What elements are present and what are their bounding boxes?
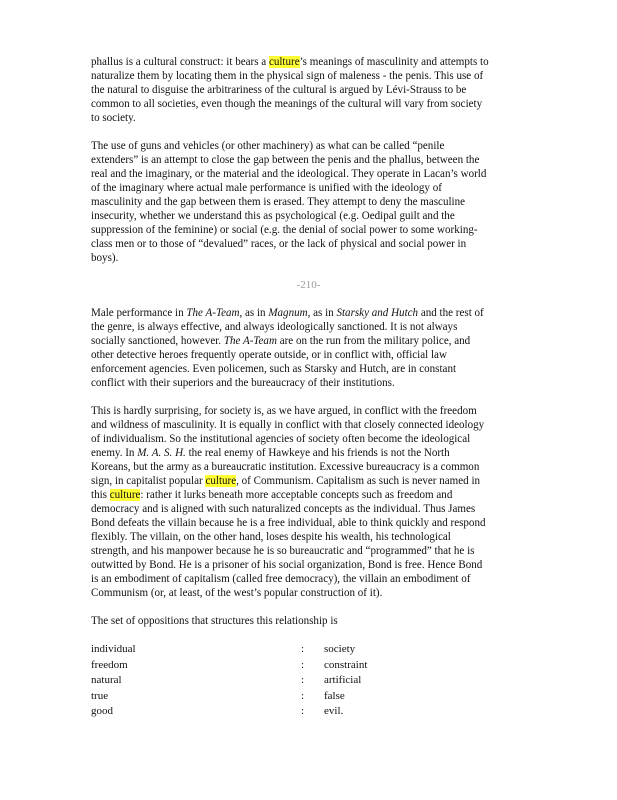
text-line bbox=[91, 181, 539, 195]
text-line bbox=[91, 320, 539, 334]
text-line bbox=[91, 488, 539, 502]
text-line bbox=[91, 83, 539, 97]
opposition-left: freedom bbox=[91, 658, 128, 671]
opposition-separator: : bbox=[301, 674, 305, 687]
text-segment: insecurity, whether we understand this as psychological (e.g. Oedipal guilt and the bbox=[91, 210, 455, 222]
text-segment: common to all societies, even though the meanings of the cultural will vary from society bbox=[91, 98, 483, 110]
opposition-row bbox=[91, 659, 511, 675]
text-line bbox=[91, 251, 539, 265]
text-segment: suppression of the feminine) or social (e.g. the denial of social power to some working- bbox=[91, 224, 478, 236]
opposition-separator: : bbox=[301, 643, 305, 655]
text-segment: The set of oppositions that structures this relationship is bbox=[91, 615, 338, 627]
text-line bbox=[91, 223, 539, 237]
text-line bbox=[91, 334, 539, 348]
opposition-row bbox=[91, 690, 511, 706]
text-line bbox=[91, 237, 539, 251]
text-line bbox=[91, 572, 539, 586]
text-line bbox=[91, 306, 539, 320]
text-segment: phallus is a cultural construct: it bears a bbox=[91, 56, 269, 68]
text-segment: of individualism. So the institutional agencies of society often become the ideological bbox=[91, 433, 471, 445]
opposition-right: society bbox=[324, 643, 356, 655]
text-segment: Bond defeats the villain because he is a free individual, able to think quickly and respond bbox=[91, 517, 486, 529]
paragraph-oppositions-intro bbox=[91, 614, 539, 628]
text-line bbox=[91, 544, 539, 558]
text-segment: ’s meanings of masculinity and attempts to bbox=[299, 56, 489, 68]
opposition-right: artificial bbox=[324, 674, 362, 687]
text-segment: socially sanctioned, however. bbox=[91, 335, 224, 347]
text-segment: This is hardly surprising, for society is, as we have argued, in conflict with the freedom bbox=[91, 405, 477, 417]
text-segment: class men or to those of “devalued” races, or the lack of physical and social power in bbox=[91, 238, 467, 250]
text-line bbox=[91, 474, 539, 488]
text-segment: other detective heroes frequently operate outside, or in conflict with, official law bbox=[91, 349, 447, 361]
text-line bbox=[91, 55, 539, 69]
text-segment: , as in bbox=[239, 307, 269, 319]
text-line bbox=[91, 376, 539, 390]
text-line bbox=[91, 362, 539, 376]
text-segment: the natural to disguise the arbitrariness of the cultural is argued by Lévi-Strauss to be bbox=[91, 84, 467, 96]
text-line bbox=[91, 195, 539, 209]
text-line bbox=[91, 516, 539, 530]
text-line bbox=[91, 558, 539, 572]
text-segment: extenders” is an attempt to close the gap between the penis and the phallus, between the bbox=[91, 154, 480, 166]
highlighted-term: culture bbox=[268, 56, 300, 68]
opposition-right: evil. bbox=[324, 705, 344, 718]
paragraph-society-conflict bbox=[91, 404, 539, 600]
text-line bbox=[91, 530, 539, 544]
text-segment: are on the run from the military police, and bbox=[276, 335, 471, 347]
text-segment: sign, in capitalist popular bbox=[91, 475, 206, 487]
text-line bbox=[91, 614, 539, 628]
text-segment: democracy and is aligned with such naturalized concepts as the individual. Thus James bbox=[91, 503, 476, 515]
opposition-separator: : bbox=[301, 705, 305, 718]
text-segment: strength, and his manpower because he is so bureaucratic and “programmed” that he is bbox=[91, 545, 475, 557]
text-segment: , as in bbox=[307, 307, 337, 319]
italic-title: Starsky and Hutch bbox=[336, 307, 419, 319]
italic-title: M. A. S. H. bbox=[137, 447, 186, 459]
text-line bbox=[91, 111, 539, 125]
italic-title: Magnum bbox=[268, 307, 308, 319]
paragraph-phallus bbox=[91, 55, 539, 125]
paragraph-penile-extenders bbox=[91, 139, 539, 265]
text-line bbox=[91, 404, 539, 418]
opposition-right: false bbox=[324, 689, 345, 702]
text-segment: is an embodiment of capitalism (called free democracy), the villain an embodiment of bbox=[91, 573, 471, 585]
text-line bbox=[91, 432, 539, 446]
text-line bbox=[91, 209, 539, 223]
opposition-row bbox=[91, 705, 511, 721]
opposition-left: individual bbox=[91, 643, 136, 655]
text-line bbox=[91, 139, 539, 153]
text-segment: this bbox=[91, 489, 110, 501]
text-segment: enemy. In bbox=[91, 447, 138, 459]
opposition-right: constraint bbox=[324, 658, 368, 671]
opposition-left: true bbox=[91, 689, 109, 702]
opposition-separator: : bbox=[301, 689, 305, 702]
text-segment: masculinity and the gap between them is erased. They attempt to deny the masculine bbox=[91, 196, 466, 208]
text-segment: naturalize them by locating them in the physical sign of maleness - the penis. This use of bbox=[91, 70, 484, 82]
text-line bbox=[91, 348, 539, 362]
text-line bbox=[91, 167, 539, 181]
text-segment: of the imaginary where actual male performance is unified with the ideology of bbox=[91, 182, 442, 194]
text-segment: to society. bbox=[91, 112, 136, 124]
opposition-row bbox=[91, 643, 511, 659]
text-line bbox=[91, 446, 539, 460]
text-segment: The use of guns and vehicles (or other machinery) as what can be called “penile bbox=[91, 140, 445, 152]
opposition-left: good bbox=[91, 705, 113, 718]
text-segment: outwitted by Bond. He is a prisoner of his social organization, Bond is free. Hence Bond bbox=[91, 559, 483, 571]
highlighted-term: culture bbox=[205, 475, 237, 487]
text-line bbox=[91, 460, 539, 474]
text-segment: and the rest of bbox=[418, 307, 484, 319]
opposition-separator: : bbox=[301, 658, 305, 671]
text-line bbox=[91, 502, 539, 516]
text-segment: , of Communism. Capitalism as such is never named in bbox=[236, 475, 481, 487]
paragraph-male-performance bbox=[91, 306, 539, 390]
text-segment: boys). bbox=[91, 252, 119, 264]
text-segment: enforcement agencies. Even policemen, such as Starsky and Hutch, are in constant bbox=[91, 363, 457, 375]
highlighted-term: culture bbox=[109, 489, 141, 501]
italic-title: The A-Team bbox=[186, 307, 240, 319]
text-line bbox=[91, 69, 539, 83]
text-segment: conflict with their superiors and the bureaucracy of their institutions. bbox=[91, 377, 395, 389]
text-segment: real and the imaginary, or the material and the ideological. They operate in Lacan’s world bbox=[91, 168, 487, 180]
text-segment: Male performance in bbox=[91, 307, 187, 319]
text-line bbox=[91, 153, 539, 167]
text-segment: and wildness of masculinity. It is equally in conflict with that closely connected ideology bbox=[91, 419, 485, 431]
opposition-row bbox=[91, 674, 511, 690]
text-line bbox=[91, 97, 539, 111]
opposition-left: natural bbox=[91, 674, 122, 687]
text-segment: the genre, is always effective, and always ideologically sanctioned. It is not always bbox=[91, 321, 458, 333]
text-segment: the real enemy of Hawkeye and his friends is not the North bbox=[185, 447, 450, 459]
text-segment: Communism (or, at least, of the west’s popular construction of it). bbox=[91, 587, 383, 599]
italic-title: The A-Team bbox=[223, 335, 277, 347]
page-number: -210- bbox=[296, 279, 321, 291]
text-segment: Koreans, but the army as a bureaucratic institution. Excessive bureaucracy is a common bbox=[91, 461, 480, 473]
oppositions-table bbox=[91, 643, 511, 721]
text-line bbox=[91, 418, 539, 432]
text-segment: : rather it lurks beneath more acceptable concepts such as freedom and bbox=[140, 489, 453, 501]
text-line bbox=[91, 586, 539, 600]
text-segment: flexibly. The villain, on the other hand, loses despite his wealth, his technological bbox=[91, 531, 451, 543]
